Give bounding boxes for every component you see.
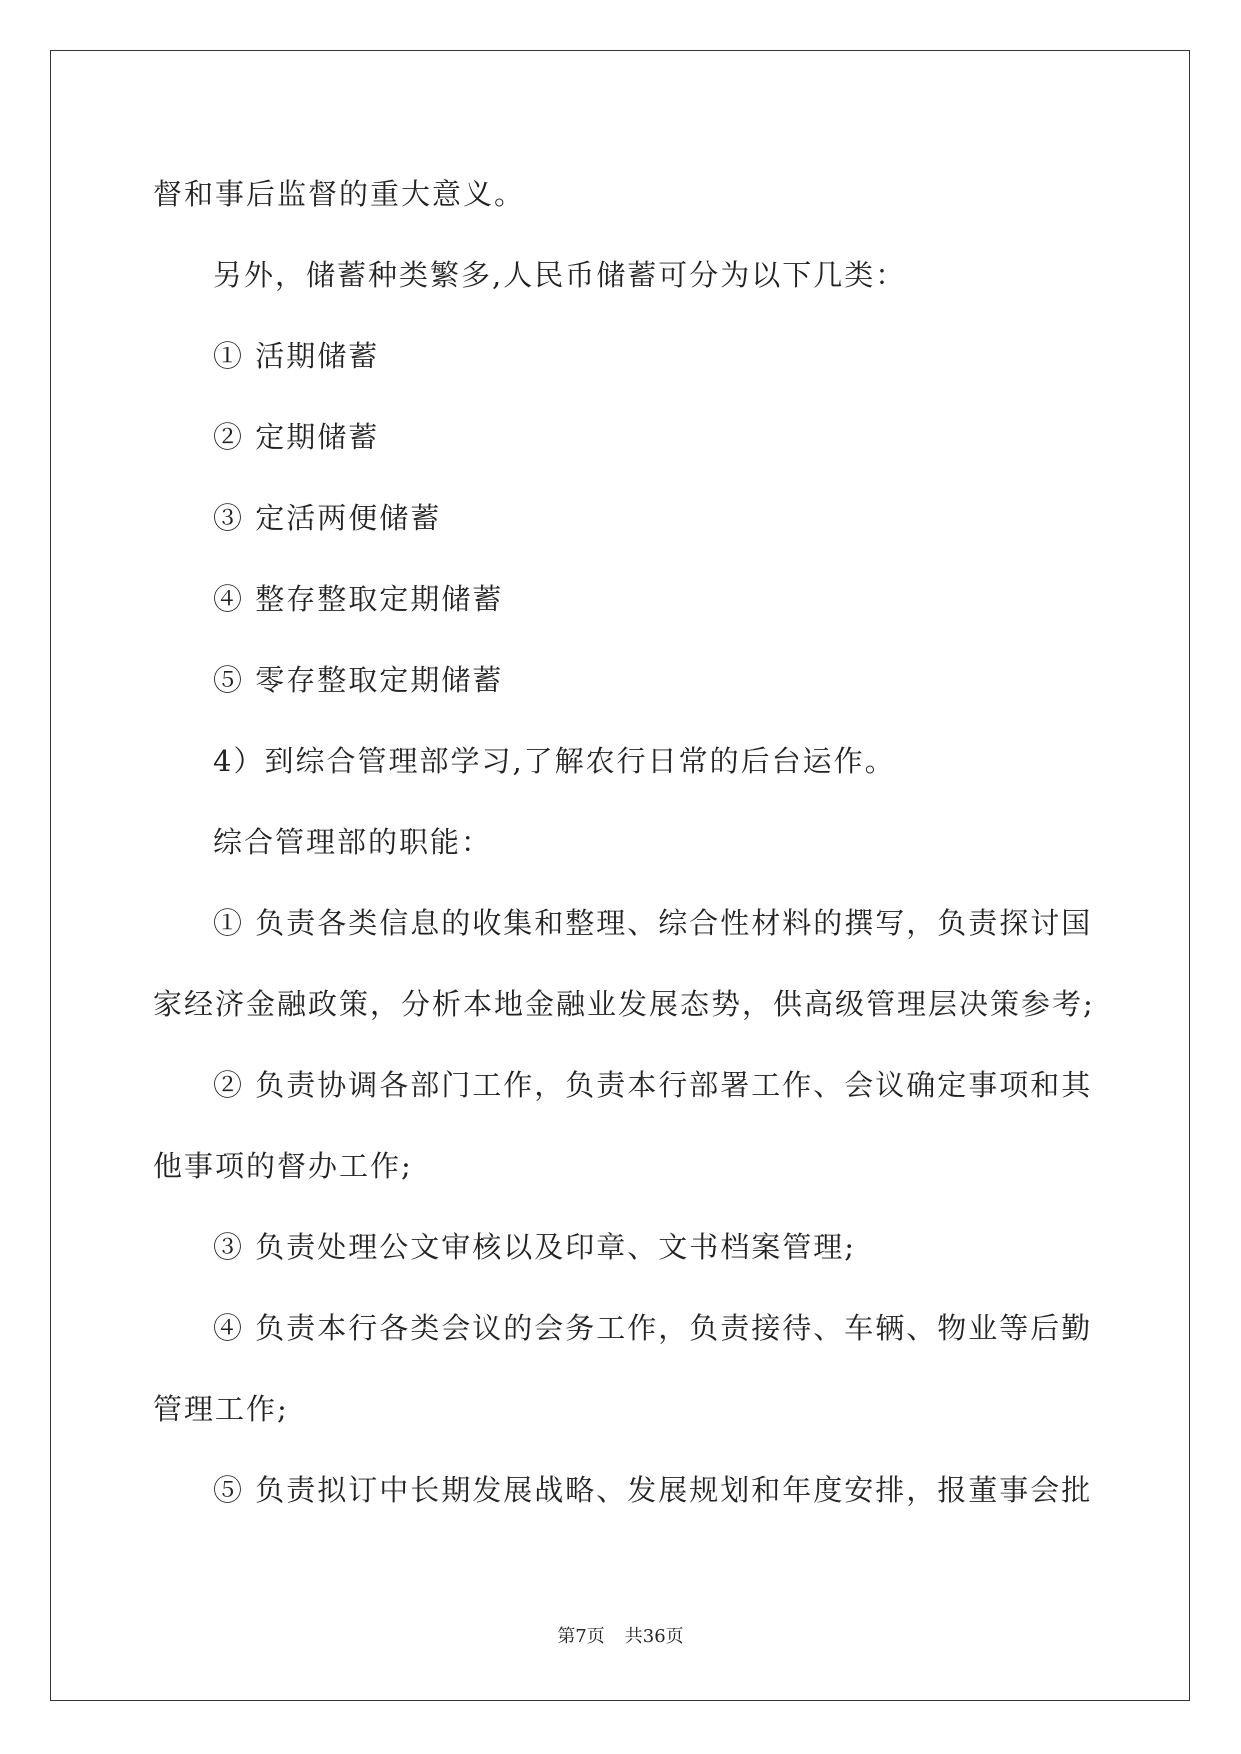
list-item: ③ 负责处理公文审核以及印章、文书档案管理; <box>213 1230 856 1264</box>
paragraph-line: 家经济金融政策，分析本地金融业发展态势，供高级管理层决策参考; <box>153 987 1095 1021</box>
paragraph-line: 管理工作; <box>153 1392 289 1426</box>
list-item: ③ 定活两便储蓄 <box>213 501 442 535</box>
list-item: ⑤ 负责拟订中长期发展战略、发展规划和年度安排，报董事会批 <box>213 1473 1093 1507</box>
list-item: ① 活期储蓄 <box>213 339 380 373</box>
paragraph-line: 他事项的督办工作; <box>153 1149 413 1183</box>
page-footer <box>0 1625 1241 1649</box>
paragraph-line: 督和事后监督的重大意义。 <box>153 177 526 211</box>
paragraph-line: 另外，储蓄种类繁多,人民币储蓄可分为以下几类： <box>213 258 907 292</box>
page-number-current: 第7页 <box>557 1626 605 1647</box>
page-number-total: 共36页 <box>624 1626 684 1647</box>
paragraph-line: 综合管理部的职能： <box>213 825 493 859</box>
list-item: ① 负责各类信息的收集和整理、综合性材料的撰写，负责探讨国 <box>213 906 1093 940</box>
list-item: ④ 负责本行各类会议的会务工作，负责接待、车辆、物业等后勤 <box>213 1311 1093 1345</box>
list-item: ④ 整存整取定期储蓄 <box>213 582 504 616</box>
paragraph-line: 4）到综合管理部学习,了解农行日常的后台运作。 <box>213 744 896 778</box>
list-item: ② 负责协调各部门工作，负责本行部署工作、会议确定事项和其 <box>213 1068 1093 1102</box>
page-border <box>50 50 1190 1701</box>
list-item: ② 定期储蓄 <box>213 420 380 454</box>
list-item: ⑤ 零存整取定期储蓄 <box>213 663 504 697</box>
